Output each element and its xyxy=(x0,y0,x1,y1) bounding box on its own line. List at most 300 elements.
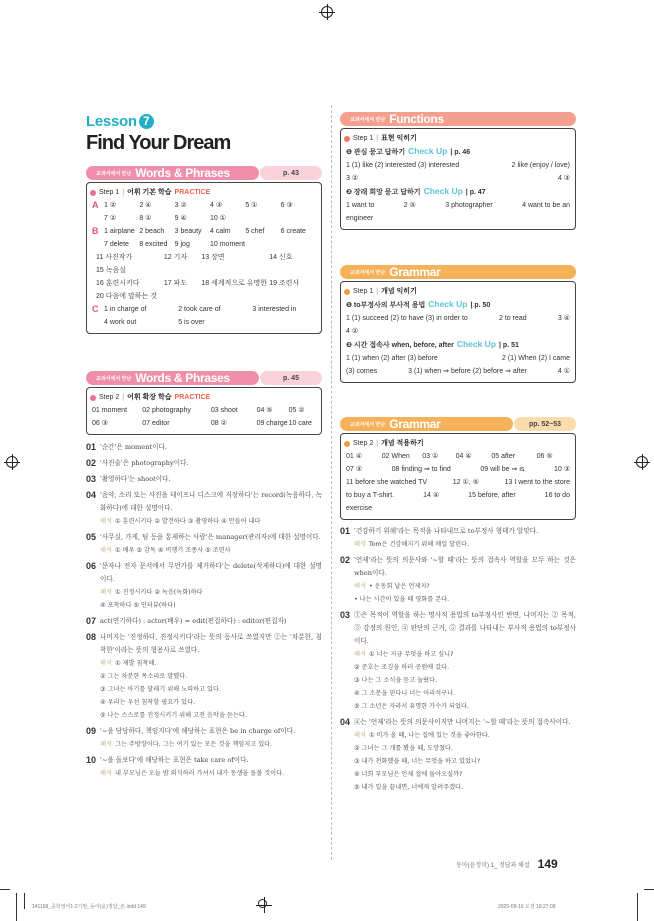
group-answers xyxy=(96,251,316,303)
answer-item: 1 ② xyxy=(104,202,117,209)
explanation-text: '~을 담당하다, 책임지다'에 해당하는 표현은 be in charge of이다. xyxy=(100,727,296,735)
translation-text: ① 진정시키다 ② 녹음(녹화)하다 xyxy=(114,589,203,596)
translation-text: 내 부모님은 오늘 밤 외식하러 가셔서 내가 동생을 돌볼 것이다. xyxy=(114,770,285,777)
answer-item: 1 (1) succeed (2) to have (3) in order to xyxy=(346,315,468,322)
answer-item: 06 ③ xyxy=(92,420,109,427)
answer-item: 3 ② xyxy=(346,175,359,182)
explanation-number: 06 xyxy=(86,561,97,571)
translation-line xyxy=(100,709,322,722)
step-title: 어휘 확장 학습 xyxy=(127,394,172,401)
answer-item: 10 care xyxy=(288,420,312,427)
translation-line xyxy=(354,755,576,768)
explanation-text: '사무실, 가게, 팀 등을 통제하는 사람'은 manager(관리자)에 대한 설명이다. xyxy=(100,533,321,541)
lesson-number: 7 xyxy=(139,114,154,129)
section-title-pill xyxy=(340,265,576,279)
translation-line xyxy=(354,742,576,755)
section-title: Grammar xyxy=(389,265,441,279)
answer-item: 1 want to xyxy=(346,202,375,209)
translation-tag: 해석 xyxy=(354,732,366,739)
translation-text: ⑤ 나는 스스로를 진정시키기 위해 고전 음악을 듣는다. xyxy=(100,712,247,719)
explanation-text: '언제'라는 뜻의 의문사와 '~할 때'라는 뜻의 접속사 역할을 모두 하는 것은 when이다. xyxy=(354,556,576,577)
answer-group xyxy=(92,251,316,303)
answer-row xyxy=(104,316,316,329)
answer-row xyxy=(346,199,570,212)
explanation-item xyxy=(340,554,576,606)
explanation-body xyxy=(100,441,322,454)
part-page-ref: | p. 51 xyxy=(499,342,519,349)
step-label xyxy=(90,186,316,199)
explanation-body xyxy=(100,725,322,751)
answer-box xyxy=(340,281,576,383)
answer-item: 1 (1) like (2) interested (3) interested xyxy=(346,162,460,169)
answer-item: 1 airplane xyxy=(104,228,135,235)
answer-item: 03 shoot xyxy=(210,407,238,414)
check-up-label: Check Up xyxy=(408,146,448,156)
answer-item: 3 (1) when ⇒ before (2) before ⇒ after xyxy=(408,368,527,375)
answer-item: 15 before, after xyxy=(468,492,516,499)
translation-text: ① 훈련시키다 ② 발견하다 ③ 촬영하다 ④ 만들어 내다 xyxy=(114,518,261,525)
answer-item: 04 ⑤ xyxy=(256,407,273,414)
explanation-item xyxy=(86,457,322,470)
lesson-label xyxy=(86,113,322,130)
registration-mark-icon xyxy=(6,456,18,468)
translation-text: ④ 너희 부모님은 언제 집에 돌아오실까? xyxy=(354,771,463,778)
part-title: ❶ to부정사의 부사적 용법 xyxy=(346,302,426,309)
answer-item: 12 ①, ⑤ xyxy=(452,479,479,486)
translation-line xyxy=(354,648,576,661)
part-title: ❶ 관심 묻고 답하기 xyxy=(346,149,406,156)
step-number: Step 1 xyxy=(353,135,374,142)
answer-item: 6 create xyxy=(280,228,306,235)
step-separator: | xyxy=(376,135,379,142)
translation-text: ⑤ 내가 일을 끝내면, 너에게 알려주겠다. xyxy=(354,784,463,791)
answer-item: 4 ③ xyxy=(209,202,223,209)
section-kicker: 교과서에서 만난 xyxy=(96,170,132,177)
translation-line xyxy=(100,515,322,528)
answer-item: 13 I went to the store xyxy=(504,479,570,486)
explanation-text: '순간'은 moment이다. xyxy=(100,443,167,451)
answer-item: 09 will be ⇒ is xyxy=(480,466,525,473)
section-header xyxy=(340,265,576,279)
explanation-text: ④는 '언제'라는 뜻의 의문사이지만 나머지는 '~할 때'라는 뜻의 접속사이다. xyxy=(354,718,571,726)
answer-item: 11 사진작가 xyxy=(96,254,133,261)
translation-line xyxy=(100,683,322,696)
translation-line xyxy=(100,657,322,670)
explanation-body xyxy=(100,615,322,628)
answer-item: 4 calm xyxy=(209,228,231,235)
answer-box xyxy=(340,128,576,230)
explanation-number: 05 xyxy=(86,532,97,542)
section-header xyxy=(86,371,322,385)
translation-tag: 해석 xyxy=(100,518,112,525)
step-separator: | xyxy=(122,189,125,196)
step-dot-icon xyxy=(344,136,350,142)
section-page-ref: p. 45 xyxy=(260,371,322,385)
answer-row xyxy=(92,417,316,430)
answer-box xyxy=(86,387,322,435)
explanation-text: '촬영하다'는 shoot이다. xyxy=(100,475,171,483)
slug-filename: 141168_중학영어1-2기말_동아(윤)정답_본.indd 149 xyxy=(32,904,146,910)
translation-line xyxy=(100,696,322,709)
translation-tag: 해석 xyxy=(100,547,112,554)
explanation-body xyxy=(354,525,576,551)
step-title: 개념 익히기 xyxy=(381,288,417,295)
group-label: B xyxy=(92,226,99,236)
explanation-item xyxy=(86,531,322,557)
answer-item: 6 ③ xyxy=(280,202,293,209)
translation-tag: 해석 xyxy=(354,583,366,590)
explanation-number: 01 xyxy=(86,442,97,452)
answer-item: 7 delete xyxy=(104,241,129,248)
answer-item: 02 photography xyxy=(142,407,191,414)
answer-item: engineer xyxy=(346,215,374,222)
section-header xyxy=(86,166,322,180)
grammar-step1 xyxy=(340,265,576,383)
explanation-text: '음악, 소리 또는 사진을 테이프나 디스크에 저장하다'는 record(녹음하다, 녹화하다)에 대한 설명이다. xyxy=(100,491,322,512)
translation-line xyxy=(100,670,322,683)
answer-row xyxy=(104,303,316,316)
explanation-item xyxy=(340,716,576,794)
check-up-label: Check Up xyxy=(456,339,497,349)
answer-item: 3 ④ xyxy=(557,315,570,322)
answer-item: 3 photographer xyxy=(445,202,493,209)
explanation-body xyxy=(100,754,322,780)
explanation-text: '문자나 전자 문서에서 무언가를 제거하다'는 delete(삭제하다)에 대한 설명이다. xyxy=(100,562,322,583)
translation-text: ⑤ 그 소년은 자라서 유명한 가수가 되었다. xyxy=(354,703,469,710)
translation-line xyxy=(354,700,576,713)
translation-tag: 해석 xyxy=(100,589,112,596)
answer-item: 4 ① xyxy=(557,368,570,375)
section-title: Grammar xyxy=(389,417,441,431)
answer-item: (3) comes xyxy=(346,368,378,375)
answer-box xyxy=(340,433,576,520)
answer-row xyxy=(346,502,570,515)
answer-item: 7 ② xyxy=(104,215,117,222)
translation-line xyxy=(354,768,576,781)
answer-row xyxy=(346,489,570,502)
explanation-item xyxy=(340,525,576,551)
answer-item: 5 ① xyxy=(245,202,258,209)
answer-group xyxy=(92,199,316,225)
answer-item: 13 장면 xyxy=(201,254,225,261)
explanation-body xyxy=(100,560,322,612)
step-title: 어휘 기본 학습 xyxy=(127,189,172,196)
answer-row xyxy=(104,212,316,225)
answer-row xyxy=(346,172,570,185)
explanation-item xyxy=(86,631,322,722)
explanation-number: 02 xyxy=(86,458,97,468)
explanation-item xyxy=(86,473,322,486)
answer-item: to buy a T-shirt. xyxy=(346,492,395,499)
answer-item: 2 beach xyxy=(139,228,165,235)
part-heading xyxy=(346,298,570,312)
words-phrases-step1 xyxy=(86,166,322,334)
page-footer xyxy=(456,857,558,871)
crop-mark xyxy=(16,893,17,921)
answer-item: 3 interested in xyxy=(252,306,297,313)
step-title: 표현 익히기 xyxy=(381,135,417,142)
translation-tag: 해석 xyxy=(100,741,112,748)
explanation-text: 나머지는 '진정하다, 진정시키다'라는 뜻의 동사로 쓰였지만 ②는 '차분한, 침착한'이라는 뜻의 형용사로 쓰였다. xyxy=(100,633,322,654)
part-heading xyxy=(346,145,570,159)
crop-mark xyxy=(637,893,638,921)
page-title: Find Your Dream xyxy=(86,132,231,154)
explanation-number: 03 xyxy=(86,474,97,484)
translation-text: ② 준호는 조깅을 하러 공원에 갔다. xyxy=(354,664,450,671)
translation-text: • 운동회 날은 언제지? xyxy=(368,583,430,590)
answer-item: 2 took care of xyxy=(178,306,221,313)
translation-line xyxy=(354,538,576,551)
section-kicker: 교과서에서 만난 xyxy=(350,116,386,123)
explanation-text: '건강하기 위해'라는 목적을 나타내므로 to부정사 형태가 알맞다. xyxy=(354,527,539,535)
step-separator: | xyxy=(122,394,125,401)
explanation-body xyxy=(354,716,576,794)
translation-text: ③ 그녀는 아기를 달래기 위해 노력하고 있다. xyxy=(100,686,221,693)
step-label xyxy=(344,132,570,145)
translation-tag: 해석 xyxy=(100,770,112,777)
explanation-number: 10 xyxy=(86,755,97,765)
answer-item: 08 ② xyxy=(210,420,227,427)
answer-row xyxy=(346,450,570,463)
answer-item: 4 ③ xyxy=(557,175,570,182)
explanation-body xyxy=(100,457,322,470)
right-explanations xyxy=(340,525,576,794)
explanation-body xyxy=(100,631,322,722)
check-up-label: Check Up xyxy=(423,186,463,196)
explanation-body xyxy=(354,554,576,606)
translation-tag: 해석 xyxy=(354,541,366,548)
explanation-item xyxy=(86,560,322,612)
answer-row xyxy=(346,352,570,365)
answer-item: 2 (1) When (2) I came xyxy=(501,355,570,362)
part-page-ref: | p. 46 xyxy=(450,149,471,156)
step-number: Step 2 xyxy=(353,440,374,447)
section-page-ref: p. 43 xyxy=(260,166,322,180)
answer-item: 5 is over xyxy=(178,319,205,326)
explanation-item xyxy=(340,609,576,713)
group-answers xyxy=(104,303,316,329)
section-kicker: 교과서에서 만난 xyxy=(96,375,132,382)
group-label: A xyxy=(92,200,99,210)
answer-item: 14 신호 xyxy=(269,254,293,261)
right-column xyxy=(340,112,576,794)
answer-item: 8 excited xyxy=(139,241,168,248)
section-title-pill xyxy=(86,371,259,385)
translation-text: ① 제발 침착해. xyxy=(114,660,157,667)
part-page-ref: | p. 50 xyxy=(470,302,491,309)
column-divider xyxy=(331,105,332,860)
section-title: Words & Phrases xyxy=(135,166,230,180)
translation-line xyxy=(354,729,576,742)
step-title: 개념 적용하기 xyxy=(381,440,424,447)
section-kicker: 교과서에서 만난 xyxy=(350,269,386,276)
answer-group xyxy=(92,303,316,329)
explanation-item xyxy=(86,754,322,780)
answer-row xyxy=(346,159,570,172)
translation-text: ① 배우 ③ 감독 ④ 비행기 조종사 ⑤ 조련사 xyxy=(114,547,231,554)
part-page-ref: | p. 47 xyxy=(465,189,486,196)
explanation-number: 04 xyxy=(340,717,351,727)
crop-mark xyxy=(24,893,25,909)
answer-row xyxy=(346,325,570,338)
explanation-text: '사진술'은 photography이다. xyxy=(100,459,189,467)
answer-item: 4 ② xyxy=(346,328,359,335)
explanation-item xyxy=(86,725,322,751)
explanation-number: 08 xyxy=(86,632,97,642)
step-number: Step 2 xyxy=(99,394,120,401)
answer-item: 01 ④ xyxy=(346,453,363,460)
section-title-pill xyxy=(340,417,513,431)
answer-item: 1 (1) when (2) after (3) before xyxy=(346,355,438,362)
explanation-item xyxy=(86,441,322,454)
step-number: Step 1 xyxy=(353,288,374,295)
translation-line xyxy=(354,593,576,606)
answer-row xyxy=(96,290,316,303)
left-column xyxy=(86,113,322,780)
lesson-word: Lesson xyxy=(86,113,137,130)
answer-row xyxy=(346,212,570,225)
explanation-text: ①은 목적어 역할을 하는 명사적 용법의 to부정사인 반면, 나머지는 ② 목적, ③ 감정의 원인, ④ 판단의 근거, ⑤ 결과를 나타내는 부사적 용법의 to부정사이다. xyxy=(354,611,576,645)
step-dot-icon xyxy=(344,441,350,447)
crop-mark xyxy=(0,889,10,890)
explanation-number: 02 xyxy=(340,555,351,565)
group-answers xyxy=(104,225,316,251)
answer-row xyxy=(92,404,316,417)
step-separator: | xyxy=(376,288,379,295)
explanation-number: 01 xyxy=(340,526,351,536)
left-explanations xyxy=(86,441,322,780)
words-phrases-step2 xyxy=(86,371,322,435)
crop-mark xyxy=(644,889,654,890)
section-header xyxy=(340,112,576,126)
translation-text: ③ 나는 그 소식을 듣고 놀랐다. xyxy=(354,677,438,684)
answer-item: 4 want to be an xyxy=(522,202,570,209)
step-dot-icon xyxy=(344,289,350,295)
answer-row xyxy=(346,476,570,489)
translation-text: ④ 그 소문을 믿다니 너는 어리석구나. xyxy=(354,690,456,697)
translation-text: ① 너는 지금 무엇을 하고 싶니? xyxy=(368,651,454,658)
translation-line xyxy=(100,599,322,612)
answer-item: 3 beauty xyxy=(174,228,202,235)
translation-line xyxy=(354,580,576,593)
translation-text: ① 비가 올 때, 나는 집에 있는 것을 좋아한다. xyxy=(368,732,490,739)
translation-line xyxy=(100,586,322,599)
answer-item: 10 moment xyxy=(209,241,246,248)
answer-item: 03 ① xyxy=(422,453,439,460)
step-number: Step 1 xyxy=(99,189,120,196)
answer-item: 17 파도 xyxy=(163,280,188,287)
answer-item: 15 녹음실 xyxy=(96,267,127,274)
translation-text: ② 그녀는 그 개를 봤을 때, 도망쳤다. xyxy=(354,745,453,752)
translation-line xyxy=(354,661,576,674)
translation-text: ④ 포착하다 ⑤ 인터뷰(하다) xyxy=(100,602,176,609)
step-dot-icon xyxy=(90,395,96,401)
answer-item: 1 in charge of xyxy=(104,306,147,313)
step-separator: | xyxy=(376,440,379,447)
step-label xyxy=(344,437,570,450)
group-answers xyxy=(104,199,316,225)
translation-line xyxy=(100,738,322,751)
translation-tag: 해석 xyxy=(100,660,112,667)
grammar-step2 xyxy=(340,417,576,520)
answer-item: 2 ⑤ xyxy=(403,202,416,209)
section-title: Functions xyxy=(389,112,444,126)
answer-item: 16 훈련시키다 xyxy=(96,280,140,287)
answer-item: 3 ② xyxy=(174,202,187,209)
answer-item: 02 When xyxy=(381,453,410,460)
answer-item: 2 like (enjoy / love) xyxy=(511,162,570,169)
answer-row xyxy=(346,463,570,476)
answer-item: 10 ③ xyxy=(553,466,570,473)
answer-item: 09 charge xyxy=(256,420,288,427)
group-label: C xyxy=(92,304,99,314)
explanation-body xyxy=(354,609,576,713)
answer-item: 2 to read xyxy=(499,315,527,322)
explanation-text: '~을 돌보다'에 해당하는 표현은 take care of이다. xyxy=(100,756,249,764)
explanation-text: act(연기하다) : actor(배우) = edit(편집하다) : editor(편집자) xyxy=(100,617,287,625)
answer-item: 10 ① xyxy=(209,215,226,222)
slug-date: 2025-09-10 오전 10:27:08 xyxy=(498,904,556,910)
translation-line xyxy=(100,544,322,557)
translation-line xyxy=(354,687,576,700)
answer-row xyxy=(346,312,570,325)
answer-row xyxy=(104,225,316,238)
part-title: ❷ 시간 접속사 when, before, after xyxy=(346,342,454,349)
answer-item: 04 ④ xyxy=(455,453,472,460)
answer-item: 9 jog xyxy=(174,241,190,248)
translation-line xyxy=(354,674,576,687)
answer-item: 20 다음에 말하는 것 xyxy=(96,293,157,300)
translation-line xyxy=(100,767,322,780)
answer-item: 11 before she watched TV xyxy=(346,479,428,486)
translation-text: ③ 내가 전화했을 때, 너는 무엇을 하고 있었니? xyxy=(354,758,481,765)
section-title: Words & Phrases xyxy=(135,371,230,385)
answer-item: 16 to do xyxy=(544,492,570,499)
answer-row xyxy=(104,199,316,212)
answer-item: 07 ③ xyxy=(346,466,363,473)
part-heading xyxy=(346,338,570,352)
section-page-ref: pp. 52~53 xyxy=(514,417,576,431)
answer-item: 18 세계적으로 유명한 xyxy=(201,280,268,287)
step-label xyxy=(344,285,570,298)
answer-row xyxy=(104,238,316,251)
explanation-body xyxy=(100,473,322,486)
answer-item: 07 editor xyxy=(142,420,170,427)
answer-item: 9 ④ xyxy=(174,215,187,222)
answer-item: 8 ① xyxy=(139,215,152,222)
explanation-number: 03 xyxy=(340,610,351,620)
answer-group xyxy=(92,225,316,251)
answer-row xyxy=(96,277,316,290)
answer-item: 12 기자 xyxy=(163,254,188,261)
section-title-pill xyxy=(340,112,576,126)
step-accent: PRACTICE xyxy=(174,189,211,196)
answer-row xyxy=(346,365,570,378)
translation-line xyxy=(354,781,576,794)
answer-item: 14 ④ xyxy=(423,492,440,499)
explanation-body xyxy=(100,489,322,528)
step-dot-icon xyxy=(90,190,96,196)
translation-text: Tom은 건강해지기 위해 매일 달린다. xyxy=(368,541,470,548)
page-number: 149 xyxy=(537,857,558,871)
translation-tag: 해석 xyxy=(354,651,366,658)
explanation-item xyxy=(86,615,322,628)
check-up-label: Check Up xyxy=(428,299,468,309)
translation-text: ② 그는 차분한 목소리로 말했다. xyxy=(100,673,188,680)
explanation-number: 04 xyxy=(86,490,97,500)
answer-item: 06 ⑤ xyxy=(536,453,553,460)
explanation-number: 07 xyxy=(86,616,97,626)
